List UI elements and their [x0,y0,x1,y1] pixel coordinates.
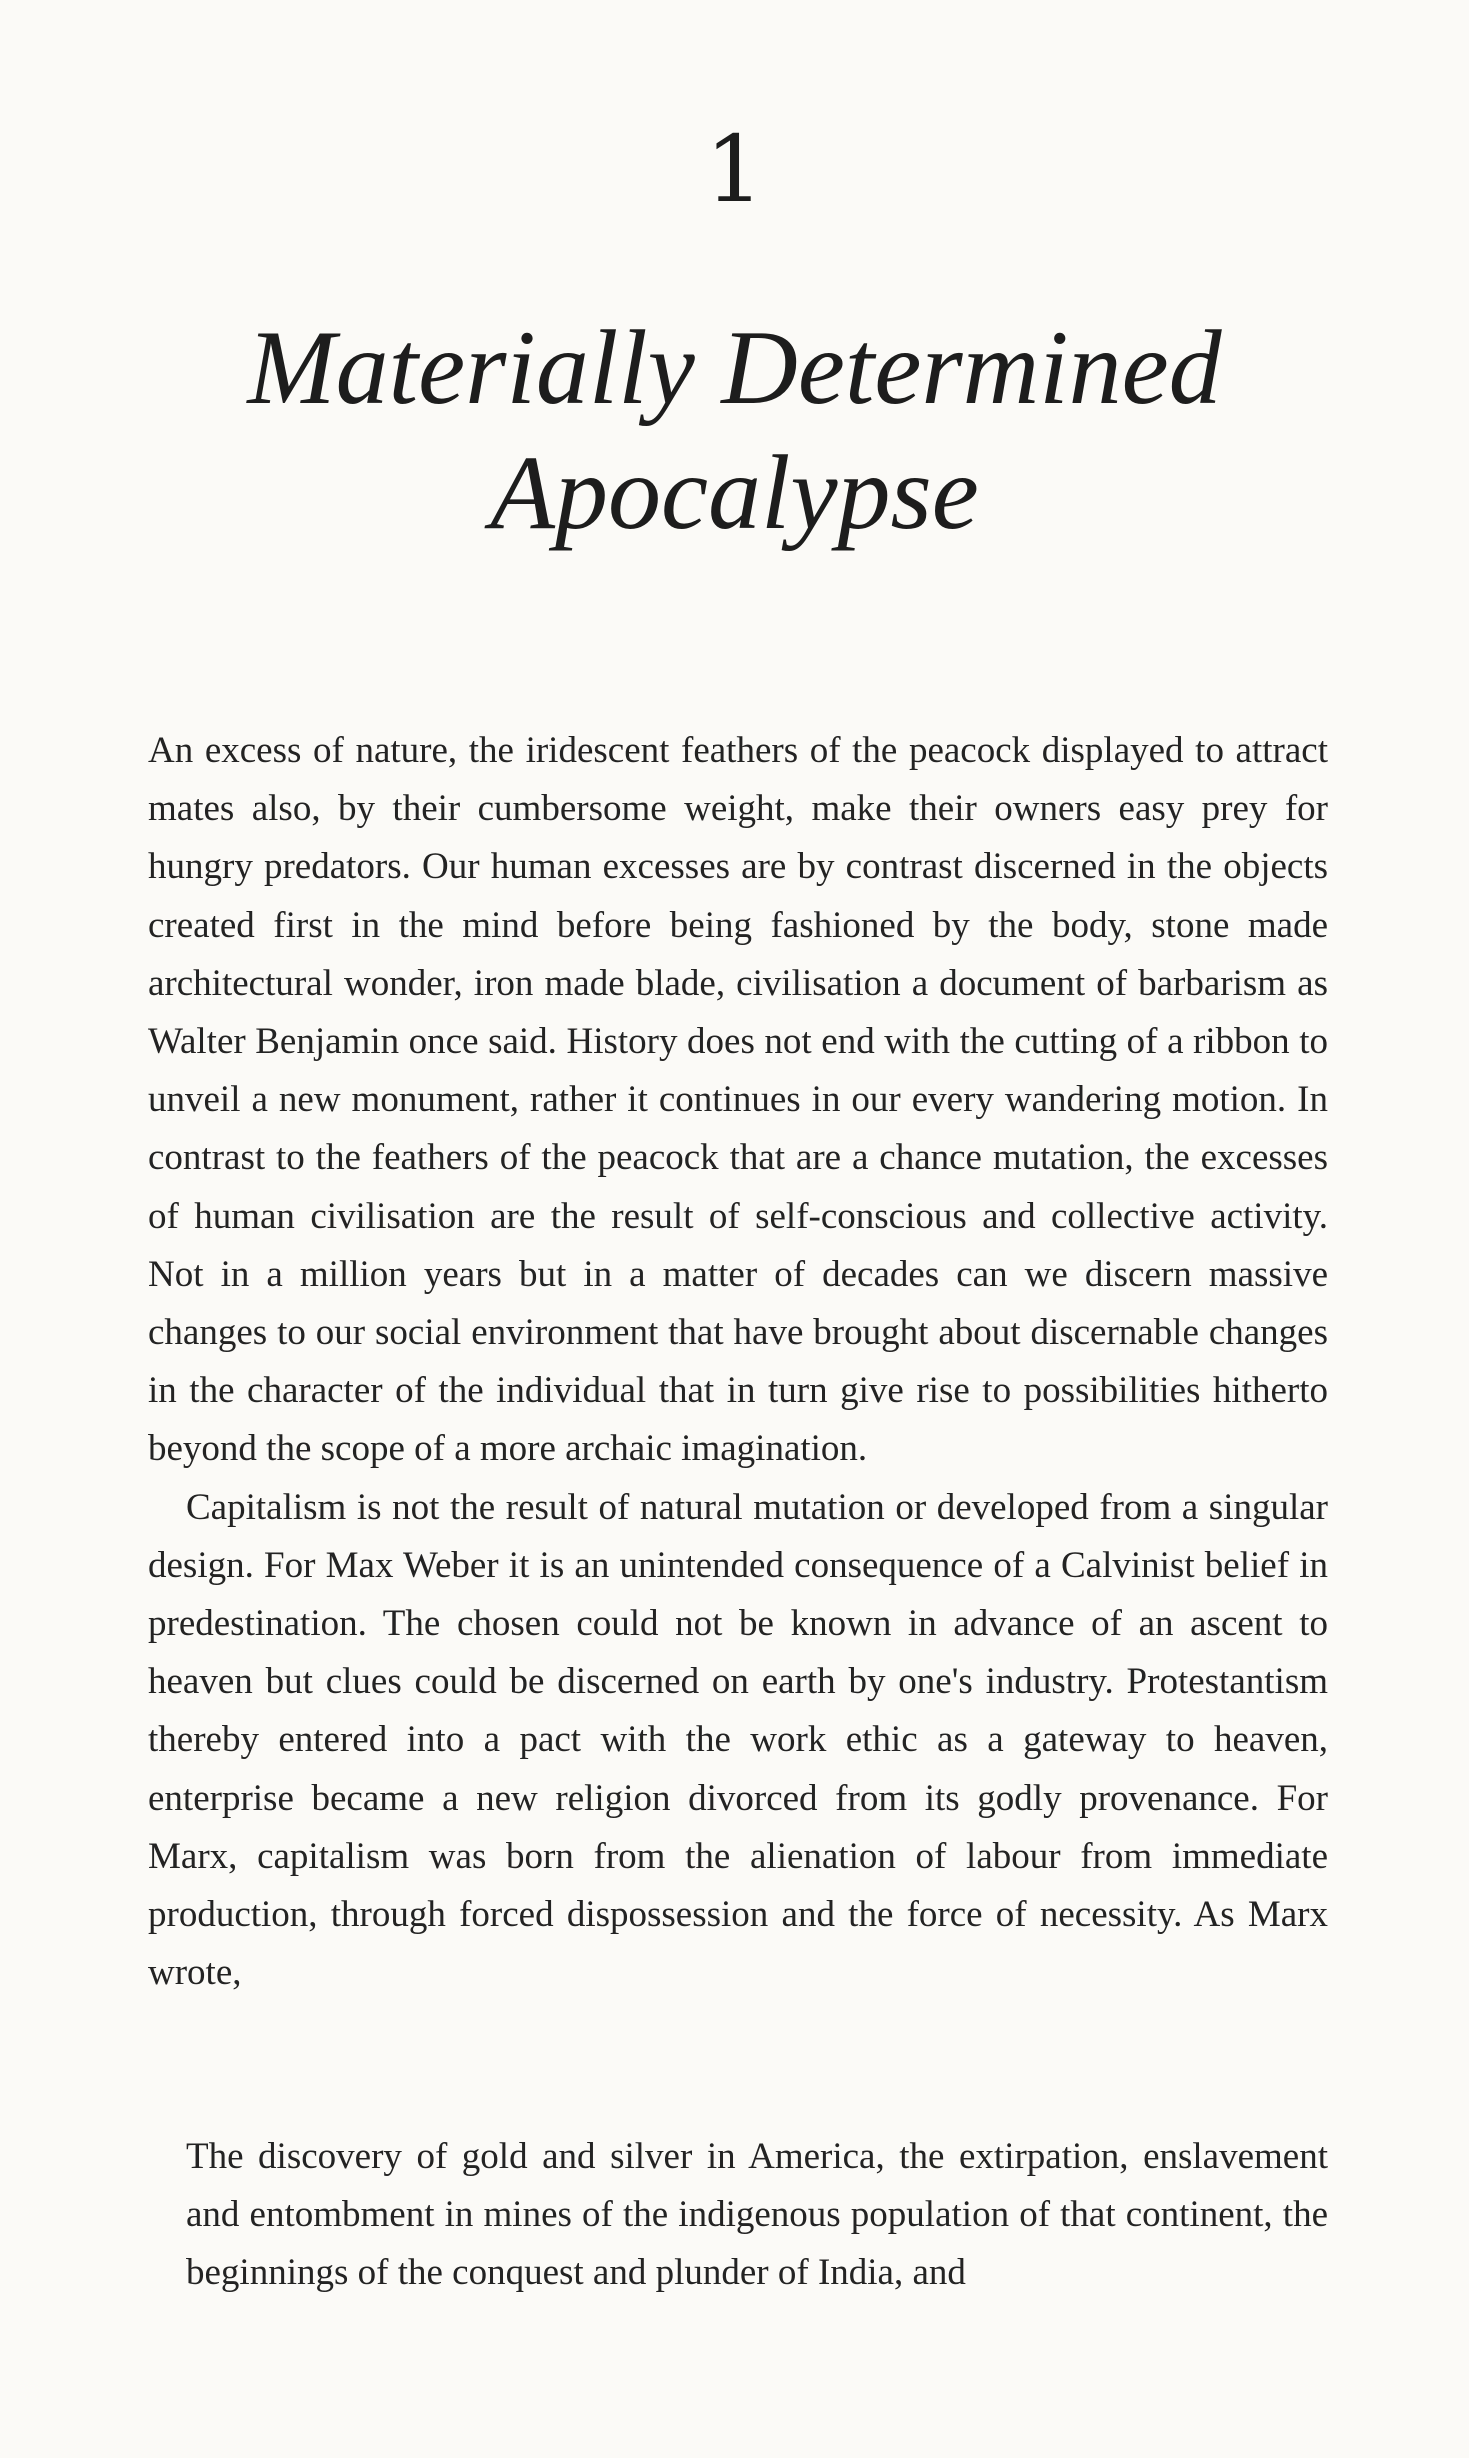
body-paragraph-2: Capitalism is not the result of natural mutation or developed from a singular design. For Max Weber it is an unintended consequence of a Calvinist belief in predestination. The chosen could not be known in advance of an ascent to heaven but clues could be discerned on earth by one's industry. Protestantism thereby entered into a pact with the work ethic as a gateway to heaven, enterprise became a new religion divorced from its godly provenance. For Marx, capitalism was born from the alienation of labour from immediate production, through forced dispossession and the force of necessity. As Marx wrote, [148,1486,1328,1994]
block-quote: The discovery of gold and silver in America, the extirpation, enslavement and entombment in mines of the indigenous population of that continent, the beginnings of the conquest and plunder of India, and [186,2136,1328,2293]
chapter-title-line-1: Materially Determined [247,309,1222,426]
chapter-number: 1 [705,116,764,223]
chapter-title [0,305,1469,555]
body-paragraph-1: An excess of nature, the iridescent feathers of the peacock displayed to attract mates also, by their cumbersome weight, make their owners easy prey for hungry predators. Our human excesses are by contrast discerned in the objects created first in the mind before being fashioned by the body, stone made architectural wonder, iron made blade, civilisation a document of barbarism as Walter Benjamin once said. History does not end with the cutting of a ribbon to unveil a new monument, rather it continues in our every wandering motion. In contrast to the feathers of the peacock that are a chance mutation, the excesses of human civilisation are the result of self-conscious and collective activity. Not in a million years but in a matter of decades can we discern massive changes to our social environment that have brought about discernable changes in the character of the individual that in turn give rise to possibilities hitherto beyond the scope of a more archaic imagination. [148,730,1328,1470]
chapter-body [148,722,1328,2002]
chapter-title-line-2: Apocalypse [490,434,979,551]
